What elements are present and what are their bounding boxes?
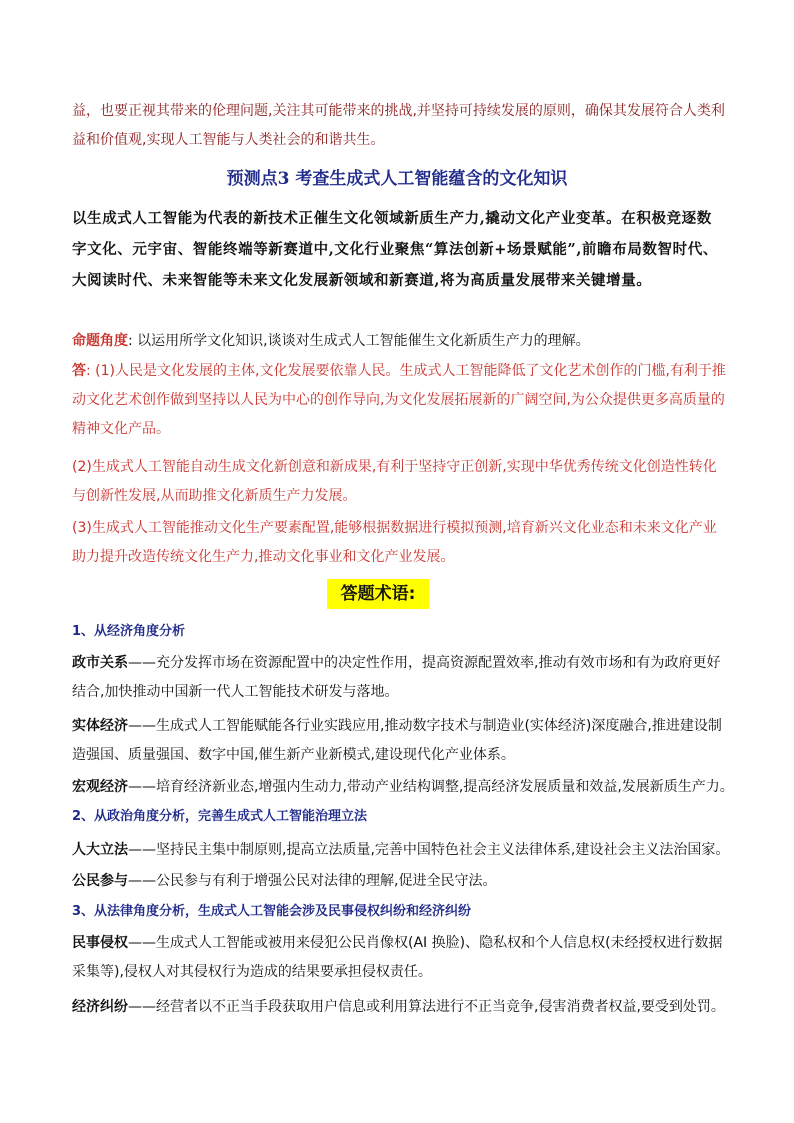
answer-terms-title: 答题术语: [327,579,429,609]
term-label: 政市关系 [72,655,128,671]
term-item [72,712,726,770]
section-title-political: 2、从政治角度分析，完善生成式人工智能治理立法 [72,809,368,824]
term-text: ——生成式人工智能赋能各行业实践应用,推动数字技术与制造业(实体经济)深度融合,推进建设制造强国、质量强国、数字中国,催生新产业新模式,建设现代化产业体系。 [72,718,722,763]
question-angle [72,327,726,356]
question-angle-label: 命题角度 [72,333,128,349]
term-label: 公民参与 [72,873,128,889]
term-label: 宏观经济 [72,779,128,795]
term-item [72,773,736,802]
question-angle-text: : 以运用所学文化知识,谈谈对生成式人工智能催生文化新质生产力的理解。 [128,333,590,349]
term-text: ——公民参与有利于增强公民对法律的理解,促进全民守法。 [128,873,497,889]
section-title-economic: 1、从经济角度分析 [72,624,186,639]
term-label: 经济纠纷 [72,999,128,1015]
answer-3: (3)生成式人工智能推动文化生产要素配置,能够根据数据进行模拟预测,培育新兴文化业态和未来文化产业助力提升改造传统文化生产力,推动文化事业和文化产业发展。 [72,520,717,565]
term-item [72,929,726,987]
term-item [72,993,736,1022]
term-label: 民事侵权 [72,935,128,951]
answer-label: 答 [72,363,86,379]
term-item [72,649,726,707]
term-text: ——坚持民主集中制原则,提高立法质量,完善中国特色社会主义法律体系,建设社会主义法治国家。 [128,842,730,858]
term-text: ——充分发挥市场在资源配置中的决定性作用，提高资源配置效率,推动有效市场和有为政府更好结合,加快推动中国新一代人工智能技术研发与落地。 [72,655,721,700]
answer-1-text: : (1)人民是文化发展的主体,文化发展要依靠人民。生成式人工智能降低了文化艺术创作的门槛,有利于推动文化艺术创作做到坚持以人民为中心的创作导向,为文化发展拓展新的广阔空间,为公众提供更多高质量的精神文化产品。 [72,363,726,437]
term-item [72,867,726,896]
term-label: 人大立法 [72,842,128,858]
term-text: ——经营者以不正当手段获取用户信息或利用算法进行不正当竞争,侵害消费者权益,要受到处罚。 [128,999,725,1015]
term-text: ——培育经济新业态,增强内生动力,带动产业结构调整,提高经济发展质量和效益,发展新质生产力。 [128,779,734,795]
answer-1 [72,357,726,444]
section-title-legal: 3、从法律角度分析，生成式人工智能会涉及民事侵权纠纷和经济纠纷 [72,904,472,919]
term-label: 实体经济 [72,718,128,734]
term-text: ——生成式人工智能或被用来侵犯公民肖像权(AI 换脸)、隐私权和个人信息权(未经授权进行数据采集等),侵权人对其侵权行为造成的结果要承担侵权责任。 [72,935,723,980]
top-paragraph: 益，也要正视其带来的伦理问题,关注其可能带来的挑战,并坚持可持续发展的原则，确保其发展符合人类利益和价值观,实现人工智能与人类社会的和谐共生。 [72,103,725,148]
term-item [72,836,736,865]
prediction-heading: 预测点3 考查生成式人工智能蕴含的文化知识 [226,169,568,189]
answer-2: (2)生成式人工智能自动生成文化新创意和新成果,有利于坚持守正创新,实现中华优秀传统文化创造性转化与创新性发展,从而助推文化新质生产力发展。 [72,459,717,504]
prediction-intro: 以生成式人工智能为代表的新技术正催生文化领域新质生产力,撬动文化产业变革。在积极竞逐数字文化、元宇宙、智能终端等新赛道中,文化行业聚焦“算法创新+场景赋能”,前瞻布局数智时代、大阅读时代、未来智能等未来文化发展新领域和新赛道,将为高质量发展带来关键增量。 [72,210,718,289]
